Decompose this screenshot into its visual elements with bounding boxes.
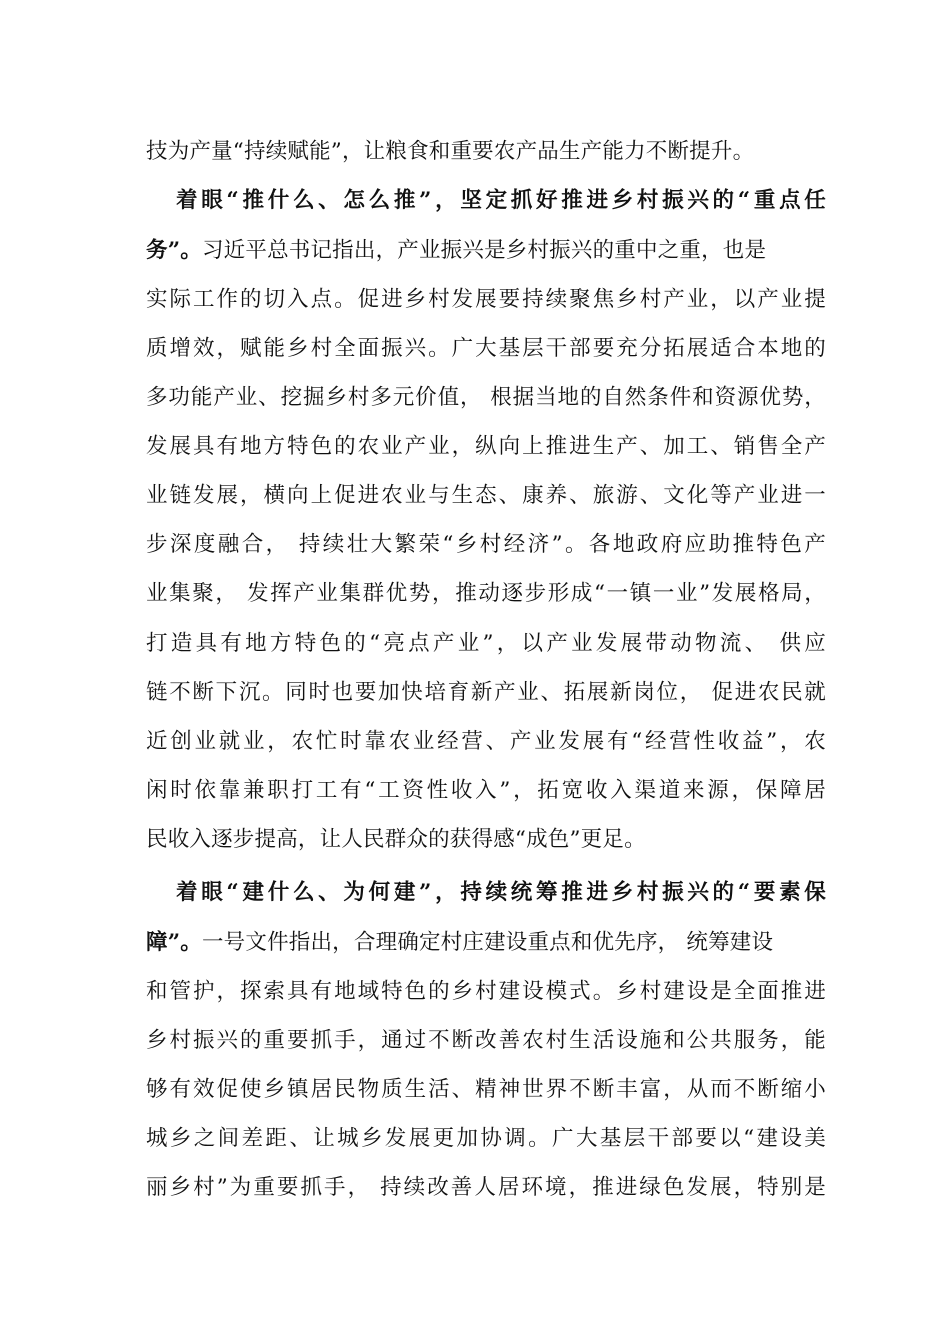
text-line: 步深度融合， 持续壮大繁荣“乡村经济”。各地政府应助推特色产 [146,532,826,557]
text-line: 城乡之间差距、让城乡发展更加协调。广大基层干部要以“建设美 [146,1126,826,1151]
section-heading-end: 障”。 [146,930,202,955]
paragraph-text: 习近平总书记指出，产业振兴是乡村振兴的重中之重，也是 [201,238,767,263]
text-line: 业集聚， 发挥产业集群优势，推动逐步形成“一镇一业”发展格局， [146,581,826,606]
text-line: 够有效促使乡镇居民物质生活、精神世界不断丰富，从而不断缩小 [146,1077,826,1102]
text-line: 民收入逐步提高，让人民群众的获得感“成色”更足。 [146,827,646,852]
text-line [146,231,826,271]
text-line: 链不断下沉。同时也要加快培育新产业、拓展新岗位， 促进农民就 [146,680,826,705]
text-line: 丽乡村”为重要抓手， 持续改善人居环境，推进绿色发展，特别是 [146,1175,826,1200]
text-line: 近创业就业，农忙时靠农业经营、产业发展有“经营性收益”，农 [146,729,826,754]
text-line [146,923,826,963]
text-line: 业链发展，横向上促进农业与生态、康养、旅游、文化等产业进一 [146,483,826,508]
section-heading: 着眼“推什么、怎么推”，坚定抓好推进乡村振兴的“重点任 [176,188,826,213]
text-line: 打造具有地方特色的“亮点产业”，以产业发展带动物流、 供应 [146,631,826,656]
text-line: 实际工作的切入点。促进乡村发展要持续聚焦乡村产业，以产业提 [146,287,826,312]
text-line: 发展具有地方特色的农业产业，纵向上推进生产、加工、销售全产 [146,434,826,459]
text-line: 多功能产业、挖掘乡村多元价值， 根据当地的自然条件和资源优势， [146,385,826,410]
text-line: 技为产量“持续赋能”，让粮食和重要农产品生产能力不断提升。 [146,139,755,164]
paragraph-text: 一号文件指出，合理确定村庄建设重点和优先序， 统筹建设 [201,930,774,955]
text-line: 和管护，探索具有地域特色的乡村建设模式。乡村建设是全面推进 [146,979,826,1004]
section-heading: 着眼“建什么、为何建”，持续统筹推进乡村振兴的“要素保 [176,880,826,905]
section-heading-end: 务”。 [146,238,202,263]
text-line: 质增效，赋能乡村全面振兴。广大基层干部要充分拓展适合本地的 [146,336,826,361]
text-line: 闲时依靠兼职打工有“工资性收入”，拓宽收入渠道来源，保障居 [146,778,826,803]
text-line: 乡村振兴的重要抓手，通过不断改善农村生活设施和公共服务，能 [146,1028,826,1053]
